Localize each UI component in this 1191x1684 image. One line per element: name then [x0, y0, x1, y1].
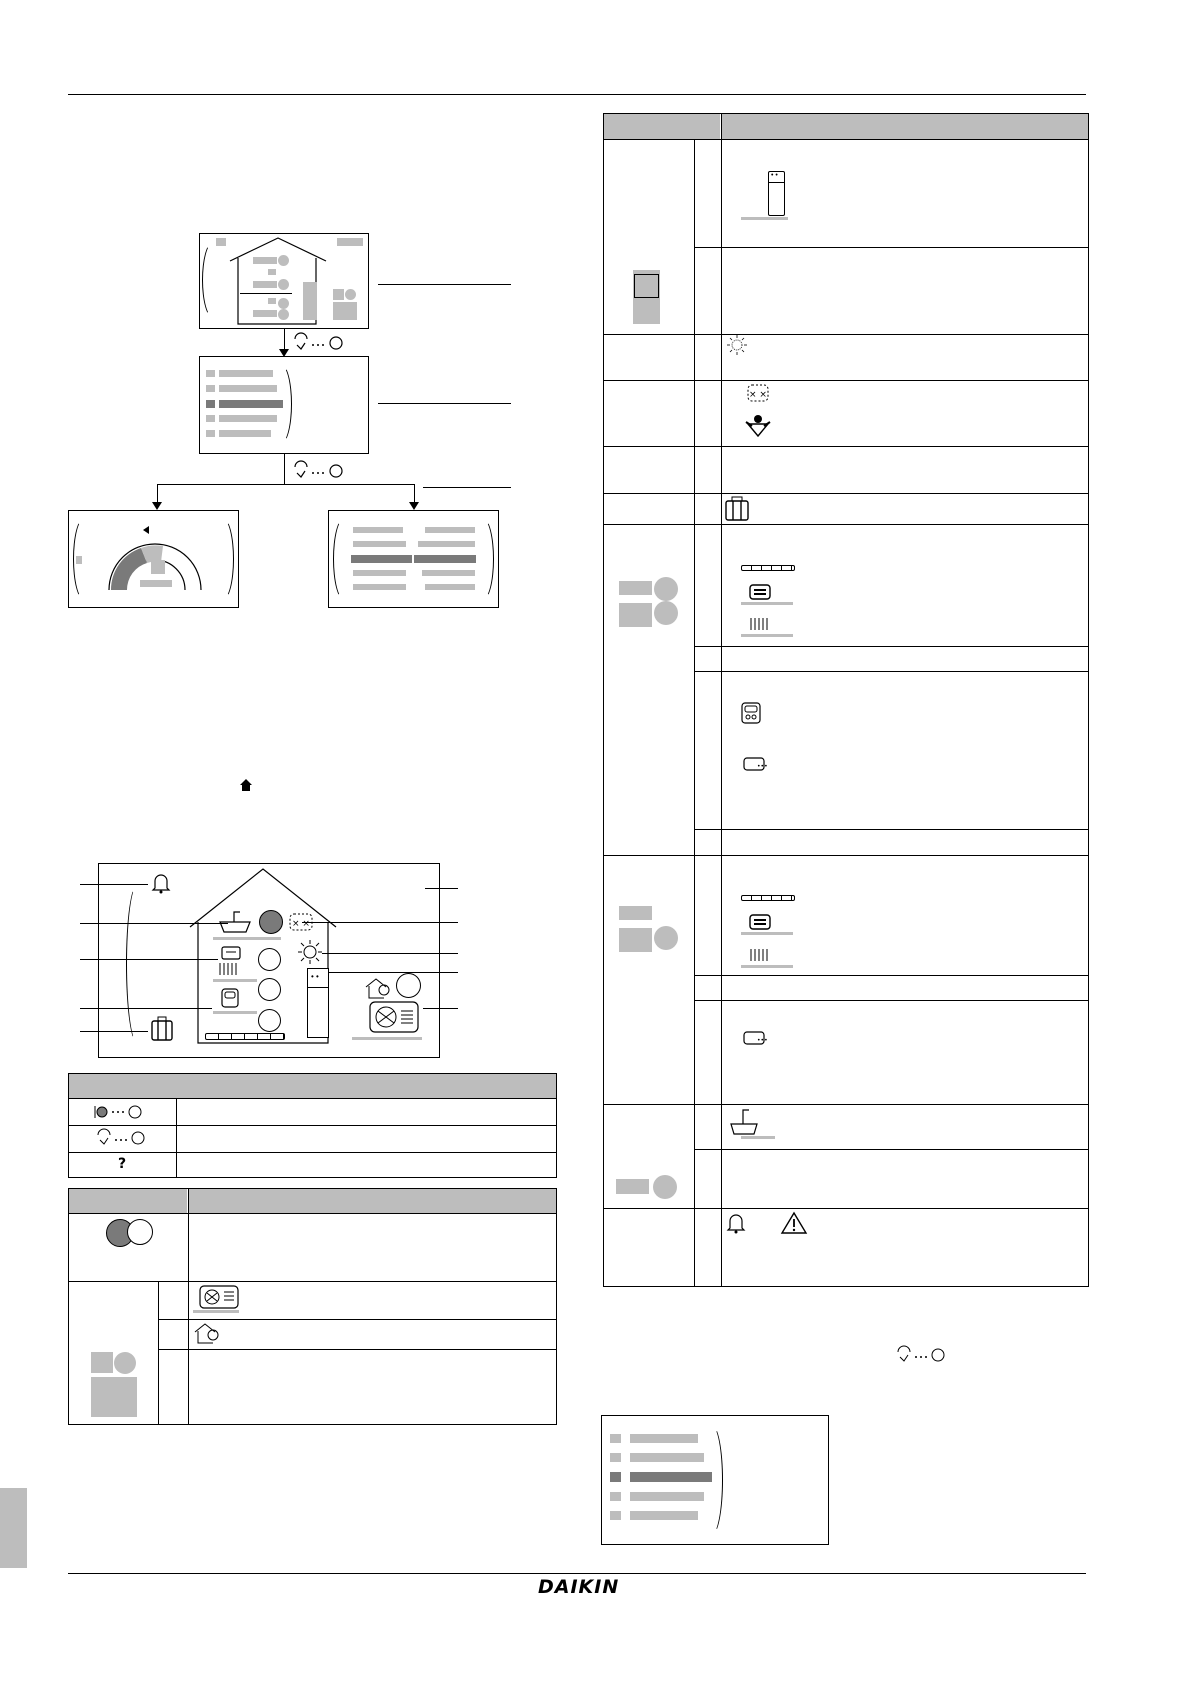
menu-item-marker — [206, 385, 215, 392]
zone2-label-bar — [213, 1011, 257, 1014]
list-row-value-selected — [414, 555, 476, 563]
status-table-left-row-line — [68, 1213, 557, 1214]
status-table-right — [603, 113, 1089, 1287]
home-zone-circle — [278, 298, 289, 309]
zone-label-bar — [213, 979, 257, 982]
menu-item-marker — [206, 430, 215, 437]
chapter-side-tab — [0, 1488, 27, 1568]
main-menu-right-bracket — [270, 364, 292, 444]
menu-item-bar-selected — [630, 1472, 712, 1482]
list-row-name — [353, 584, 406, 590]
svg-text:•••: ••• — [757, 1037, 768, 1044]
outdoor-legend-unit — [91, 1377, 137, 1417]
dhw-legend-bar — [616, 1179, 649, 1194]
home-dash-row — [205, 1033, 285, 1040]
menu-item-marker — [610, 1492, 621, 1501]
radiator-label-bar — [741, 634, 793, 637]
list-row-value — [425, 527, 475, 533]
home-divider — [240, 293, 292, 294]
zone3-status-circle — [258, 1009, 281, 1032]
callout-line-right — [425, 888, 458, 889]
gesture-table-header — [69, 1074, 556, 1098]
tap-hold-gesture-icon — [96, 1130, 148, 1146]
home-zone-circle — [278, 255, 289, 266]
list-row-name — [353, 527, 403, 533]
gesture-table-row-line — [68, 1125, 557, 1126]
home-tank-block — [303, 282, 317, 320]
status-table-left-row-line — [158, 1349, 557, 1350]
callout-line-right — [423, 1008, 458, 1009]
setpoint-side-marker — [76, 556, 82, 564]
menu-item-marker-selected — [206, 400, 215, 408]
main-zone-legend-circle — [654, 601, 678, 625]
bell-icon — [152, 872, 170, 894]
row-line — [603, 493, 1089, 494]
row-line — [603, 855, 1089, 856]
flow-branch — [157, 484, 414, 485]
main-zone-legend-block — [619, 603, 652, 627]
additional-zone-legend-circle — [654, 926, 678, 950]
row-line — [603, 524, 1089, 525]
defrost-icon — [746, 383, 770, 403]
menu-item-marker-selected — [610, 1472, 621, 1482]
sub-row-line — [694, 247, 1089, 248]
menu-item-bar — [630, 1492, 704, 1501]
svg-text:× ×: × × — [749, 390, 767, 400]
disinfection-icon — [744, 414, 772, 438]
dhw-status-circle — [259, 910, 283, 934]
main-zone-dash-row — [741, 565, 795, 571]
heat-pump-icon — [199, 1285, 239, 1309]
list-row-value — [418, 541, 475, 547]
tank-divider — [307, 987, 329, 988]
row-line — [603, 446, 1089, 447]
svg-text:× ×: × × — [292, 919, 310, 929]
additional-zone-legend-block — [619, 928, 652, 952]
home-top-left-marker — [216, 238, 226, 246]
outdoor-house-icon — [364, 977, 394, 999]
home-zone-circle — [278, 279, 289, 290]
status-table-right-header-col1 — [604, 114, 720, 139]
sub-row-line — [694, 671, 1089, 672]
tank-dots: • • — [771, 172, 778, 179]
menu-item-bar — [630, 1453, 704, 1462]
sub-row-line — [694, 1149, 1089, 1150]
list-row-value — [422, 570, 475, 576]
menu-item-marker — [206, 370, 215, 377]
list-row-name — [353, 541, 406, 547]
flow-arrow-2 — [284, 454, 285, 484]
header-rule — [68, 94, 1086, 95]
home-top-right-marker — [337, 238, 363, 246]
footer-rule — [68, 1573, 1086, 1574]
tank-legend-box — [634, 274, 659, 298]
radiator-icon — [749, 948, 773, 962]
main-zone-legend-circle — [654, 577, 678, 601]
press-gesture-icon — [93, 1104, 145, 1120]
underfloor-label-bar — [741, 602, 793, 605]
callout-line-2 — [378, 403, 511, 404]
menu-item-bar — [219, 430, 271, 437]
status-table-left-sub-col — [158, 1281, 159, 1425]
gesture-table-row-line — [68, 1098, 557, 1099]
row-line — [603, 380, 1089, 381]
help-question-icon: ? — [118, 1156, 127, 1172]
sub-row-line — [694, 1000, 1089, 1001]
sub-row-line — [694, 829, 1089, 830]
list-row-name-selected — [351, 555, 412, 563]
ui-unit-icon — [741, 702, 761, 724]
room-thermostat-icon — [743, 1031, 768, 1045]
status-table-left-row-line — [158, 1319, 557, 1320]
status-table-right-header-line — [603, 139, 1089, 140]
menu-item-marker — [610, 1453, 621, 1462]
status-table-right-col-line — [721, 113, 722, 1287]
outdoor-house-icon — [193, 1322, 223, 1344]
holiday-suitcase-icon — [151, 1015, 173, 1041]
tap-hold-gesture-icon — [293, 461, 349, 479]
status-table-left-row-line — [68, 1281, 557, 1282]
home-outdoor-unit — [333, 302, 357, 320]
callout-line-3 — [423, 487, 511, 488]
home-zone-bar — [253, 310, 277, 317]
menu-right-bracket — [701, 1425, 723, 1535]
warning-triangle-icon — [781, 1212, 807, 1234]
home-zone-bar — [253, 281, 277, 288]
zone2-status-circle — [258, 978, 281, 1001]
home-icon — [240, 779, 252, 791]
tap-hold-gesture-icon — [896, 1347, 948, 1363]
svg-text:•••: ••• — [757, 763, 768, 770]
tank-divider — [768, 182, 785, 183]
holiday-suitcase-icon — [725, 495, 749, 521]
status-table-left-col-line — [188, 1189, 189, 1425]
row-line — [603, 334, 1089, 335]
home-zone-bar — [268, 298, 276, 304]
sub-row-line — [694, 975, 1089, 976]
gesture-table-row-line — [68, 1152, 557, 1153]
underfloor-icon — [749, 914, 771, 930]
setpoint-right-bracket — [212, 518, 234, 600]
row-line — [603, 1208, 1089, 1209]
main-zone-legend-bar — [619, 581, 652, 595]
dhw-label-bar — [741, 1136, 775, 1139]
defrost-icon — [288, 912, 314, 932]
tank-dots: • • — [311, 972, 319, 981]
menu-item-marker — [610, 1434, 621, 1443]
outdoor-legend-circle — [114, 1352, 136, 1374]
setpoint-value — [151, 560, 165, 574]
dhw-legend-circle — [653, 1175, 677, 1199]
menu-item-marker — [610, 1511, 621, 1520]
room-thermostat-icon — [221, 946, 241, 960]
dhw-label-bar — [213, 937, 281, 940]
setpoint-label — [140, 580, 172, 587]
menu-item-bar — [630, 1511, 698, 1520]
callout-line-right — [318, 972, 458, 973]
list-row-value — [425, 584, 475, 590]
home-zone-bar — [268, 269, 276, 275]
bell-icon — [727, 1212, 745, 1234]
status-table-left-header-col2 — [189, 1189, 556, 1213]
status-table-right-sub-col — [694, 139, 695, 1287]
heat-pump-label-bar — [193, 1310, 239, 1313]
menu-item-bar — [219, 415, 277, 422]
callout-line-1 — [378, 284, 511, 285]
outdoor-label-bar — [352, 1037, 422, 1040]
home-zone-circle — [278, 309, 289, 320]
home-outdoor-block — [333, 289, 344, 300]
additional-zone-dash-row — [741, 895, 795, 901]
gesture-table-col-line — [176, 1098, 177, 1178]
ui-unit-icon — [221, 988, 239, 1008]
callout-line-right — [322, 953, 458, 954]
list-row-name — [353, 570, 406, 576]
menu-item-bar — [219, 385, 277, 392]
zone-status-circle — [258, 948, 281, 971]
home-left-bracket — [126, 885, 148, 1043]
status-table-left-header-col1 — [69, 1189, 187, 1213]
radiator-label-bar — [741, 965, 793, 968]
dhw-tap-icon — [218, 910, 252, 934]
outdoor-status-circle — [396, 973, 421, 998]
sub-row-line — [694, 646, 1089, 647]
additional-zone-legend-bar — [619, 906, 652, 920]
underfloor-icon — [749, 584, 771, 600]
row-line — [603, 1104, 1089, 1105]
heat-pump-icon — [369, 1001, 419, 1033]
tap-hold-gesture-icon — [293, 333, 349, 351]
home-zone-bar — [253, 257, 277, 264]
home-outdoor-circle — [345, 289, 356, 300]
menu-item-bar — [630, 1434, 698, 1443]
outdoor-legend-block — [91, 1352, 113, 1373]
arrow-head-icon — [152, 502, 162, 510]
radiator-icon — [218, 962, 242, 976]
menu-item-marker — [206, 415, 215, 422]
home-screen-left-bracket — [202, 242, 224, 318]
sun-icon — [298, 940, 322, 964]
radiator-icon — [749, 617, 773, 631]
room-thermostat-icon — [743, 757, 768, 771]
tank-label-bar — [741, 217, 788, 220]
arrow-head-icon — [409, 502, 419, 510]
brand-logo: DAIKIN — [538, 1576, 620, 1598]
underfloor-label-bar — [741, 932, 793, 935]
status-circle-empty — [127, 1219, 153, 1245]
dhw-tap-icon — [729, 1106, 759, 1136]
sun-icon — [727, 335, 747, 355]
menu-item-bar — [219, 370, 273, 377]
status-table-right-header-col2 — [722, 114, 1088, 139]
